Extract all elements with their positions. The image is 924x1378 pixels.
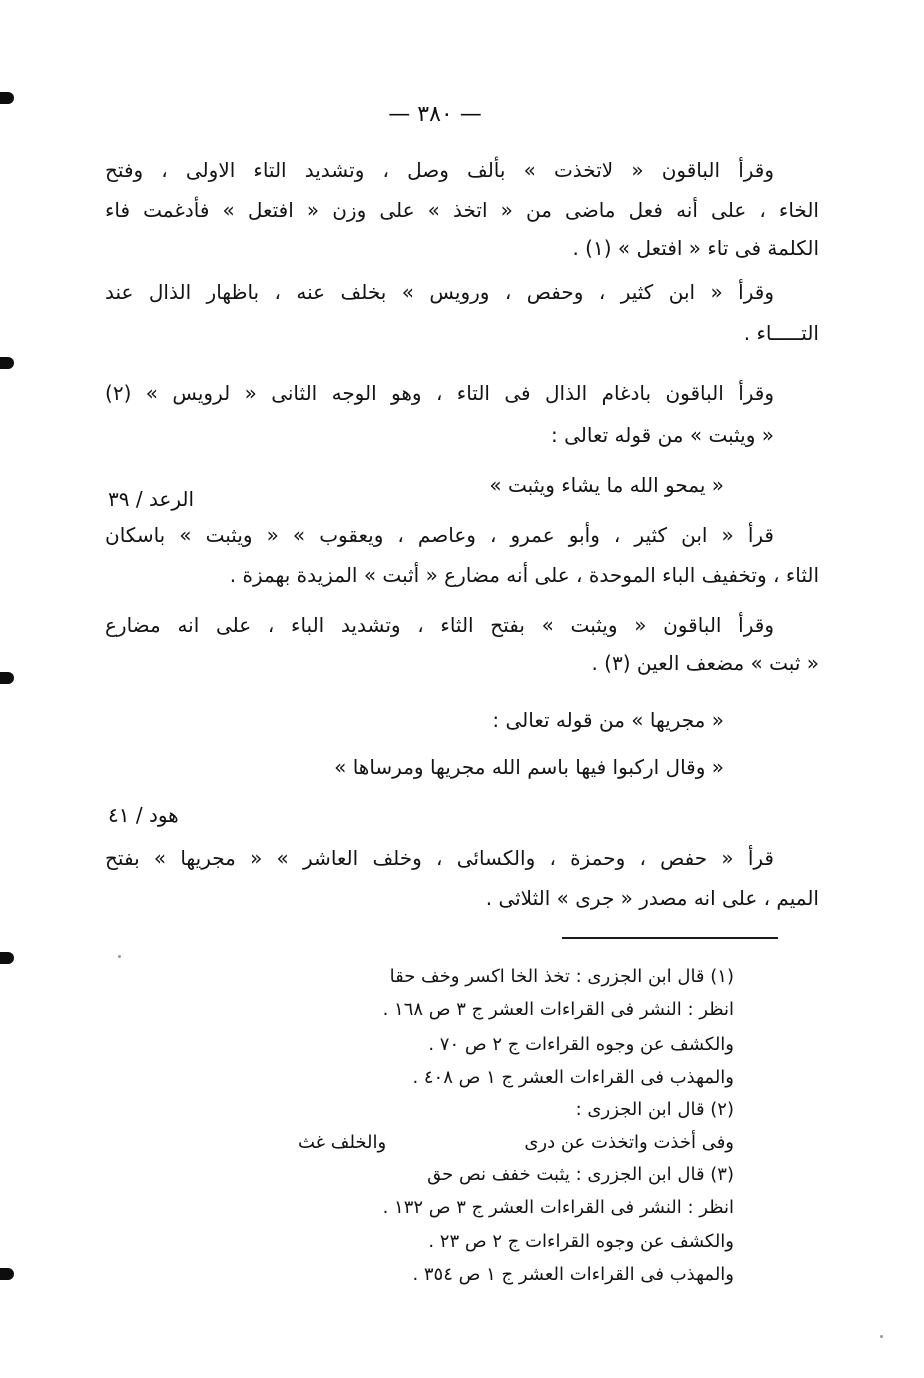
page-number: — ٣٨٠ — [388,102,482,127]
body-line: وقرأ « ابن كثير ، وحفص ، ورويس » بخلف عنه ، باظهار الذال عند [105,280,774,304]
body-line: وقرأ الباقون « ويثبت » بفتح الثاء ، وتشديد الباء ، على انه مضارع [105,613,774,637]
binder-hole-mark [0,672,14,684]
body-line: الخاء ، على أنه فعل ماضى من « اتخذ » على وزن « افتعل » فأدغمت فاء [105,198,819,222]
body-line: وقرأ الباقون بادغام الذال فى التاء ، وهو الوجه الثانى « لرويس » (٢) [105,381,774,405]
binder-hole-mark [0,952,14,964]
body-line: « مجريها » من قوله تعالى : [492,708,724,732]
verse-reference: الرعد / ٣٩ [108,487,195,511]
footnote-line: والكشف عن وجوه القراءات ج ٢ ص ٧٠ . [428,1034,734,1055]
body-line: قرأ « حفص ، وحمزة ، والكسائى ، وخلف العاشر » « مجريها » بفتح [105,846,774,870]
footnote-line: والكشف عن وجوه القراءات ج ٢ ص ٢٣ . [428,1231,734,1252]
footnote-verse-right: وفى أخذت واتخذت عن درى [524,1132,734,1153]
footnote-divider [562,937,778,939]
body-line: الكلمة فى تاء « افتعل » (١) . [572,236,819,260]
footnote-line: انظر : النشر فى القراءات العشر ج ٣ ص ١٦٨ . [382,999,734,1020]
body-line: الميم ، على انه مصدر « جرى » الثلاثى . [485,886,819,910]
verse-reference: هود / ٤١ [108,803,179,827]
footnote-line: انظر : النشر فى القراءات العشر ج ٣ ص ١٣٢ . [382,1197,734,1218]
body-line: قرأ « ابن كثير ، وأبو عمرو ، وعاصم ، ويعقوب » « ويثبت » باسكان [105,523,774,547]
footnote-line: (٢) قال ابن الجزرى : [575,1099,734,1120]
binder-hole-mark [0,1268,14,1280]
scan-speck [118,955,121,958]
footnote-line: (٣) قال ابن الجزرى : يثبت خفف نص حق [427,1164,734,1185]
scan-speck [880,1335,883,1338]
footnote-verse-left: والخلف غث [298,1132,387,1153]
body-line: وقرأ الباقون « لاتخذت » بألف وصل ، وتشديد التاء الاولى ، وفتح [105,158,774,182]
body-line: « ويثبت » من قوله تعالى : [550,423,774,447]
body-line: « ثبت » مضعف العين (٣) . [591,651,819,675]
footnote-line: (١) قال ابن الجزرى : تخذ الخا اكسر وخف حقا [389,966,734,987]
quran-verse: « وقال اركبوا فيها باسم الله مجريها ومرساها » [334,755,724,779]
binder-hole-mark [0,357,14,369]
binder-hole-mark [0,92,14,104]
footnote-line: والمهذب فى القراءات العشر ج ١ ص ٤٠٨ . [412,1067,734,1088]
footnote-line: والمهذب فى القراءات العشر ج ١ ص ٣٥٤ . [412,1264,734,1285]
body-line: الثاء ، وتخفيف الباء الموحدة ، على أنه مضارع « أثبت » المزيدة بهمزة . [229,563,819,587]
quran-verse: « يمحو الله ما يشاء ويثبت » [489,473,724,497]
body-line: التـــــاء . [743,321,819,345]
